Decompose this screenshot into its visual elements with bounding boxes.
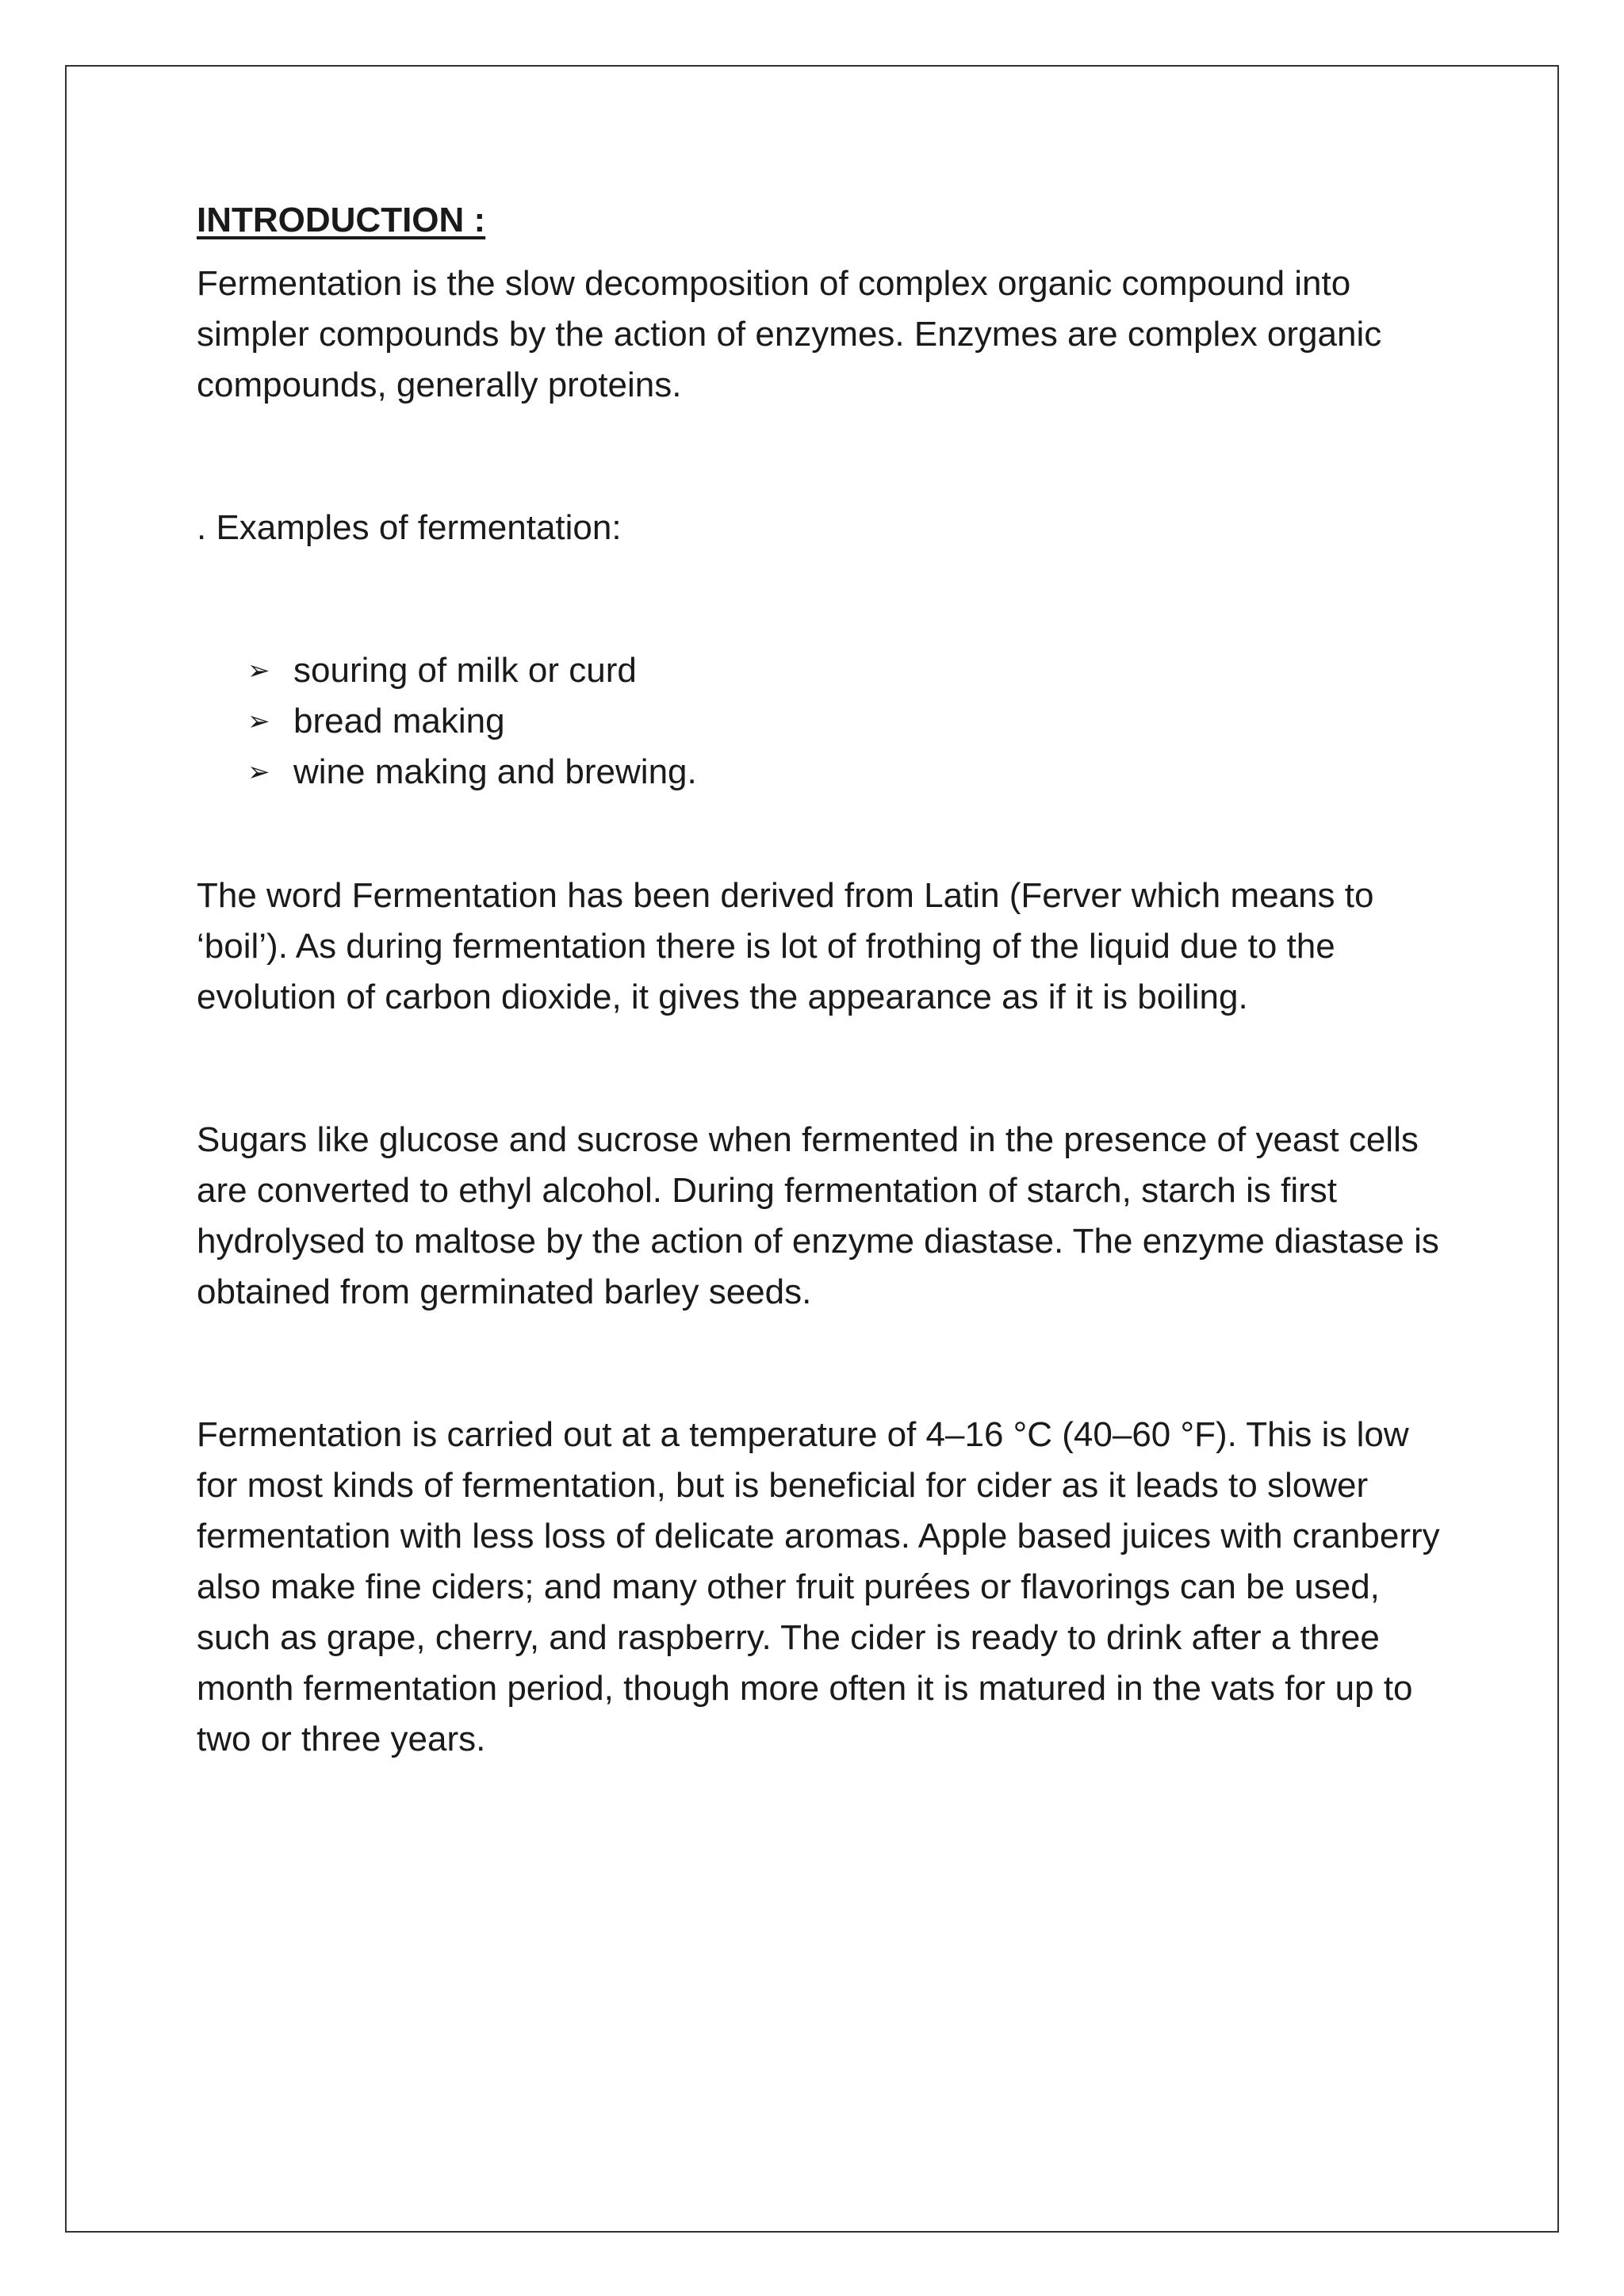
- list-item: [247, 747, 1450, 798]
- document-body: [197, 193, 1450, 1765]
- examples-label: . Examples of fermentation:: [197, 508, 622, 547]
- list-item: [247, 696, 1450, 747]
- arrowhead-bullet-icon: ➢: [247, 756, 270, 788]
- list-item-text: wine making and brewing.: [293, 752, 697, 791]
- arrowhead-bullet-icon: ➢: [247, 706, 270, 737]
- page-title: INTRODUCTION :: [197, 201, 486, 239]
- list-item-text: souring of milk or curd: [293, 651, 637, 690]
- temperature-paragraph: Fermentation is carried out at a temperature of 4–16 °C (40–60 °F). This is low for most kinds of fermentation, but is beneficial for cider as it leads to slower fermentation with less loss of delicate aromas. Apple based juices with cranberry also make fine ciders; and many other fruit purées or flavorings can be used, such as grape, cherry, and raspberry. The cider is ready to drink after a three month fermentation period, though more often it is matured in the vats for up to two or three years.: [197, 1415, 1440, 1758]
- sugars-paragraph: Sugars like glucose and sucrose when fermented in the presence of yeast cells are converted to ethyl alcohol. During fermentation of starch, starch is first hydrolysed to maltose by the action of enzyme diastase. The enzyme diastase is obtained from germinated barley seeds.: [197, 1120, 1439, 1311]
- examples-list: [197, 645, 1450, 798]
- etymology-paragraph: The word Fermentation has been derived from Latin (Ferver which means to ‘boil’). As during fermentation there is lot of frothing of the liquid due to the evolution of carbon dioxide, it gives the appearance as if it is boiling.: [197, 876, 1374, 1016]
- list-item: [247, 645, 1450, 696]
- list-item-text: bread making: [293, 702, 505, 740]
- arrowhead-bullet-icon: ➢: [247, 655, 270, 687]
- intro-paragraph: Fermentation is the slow decomposition of complex organic compound into simpler compounds by the action of enzymes. Enzymes are complex organic compounds, generally proteins.: [197, 264, 1382, 404]
